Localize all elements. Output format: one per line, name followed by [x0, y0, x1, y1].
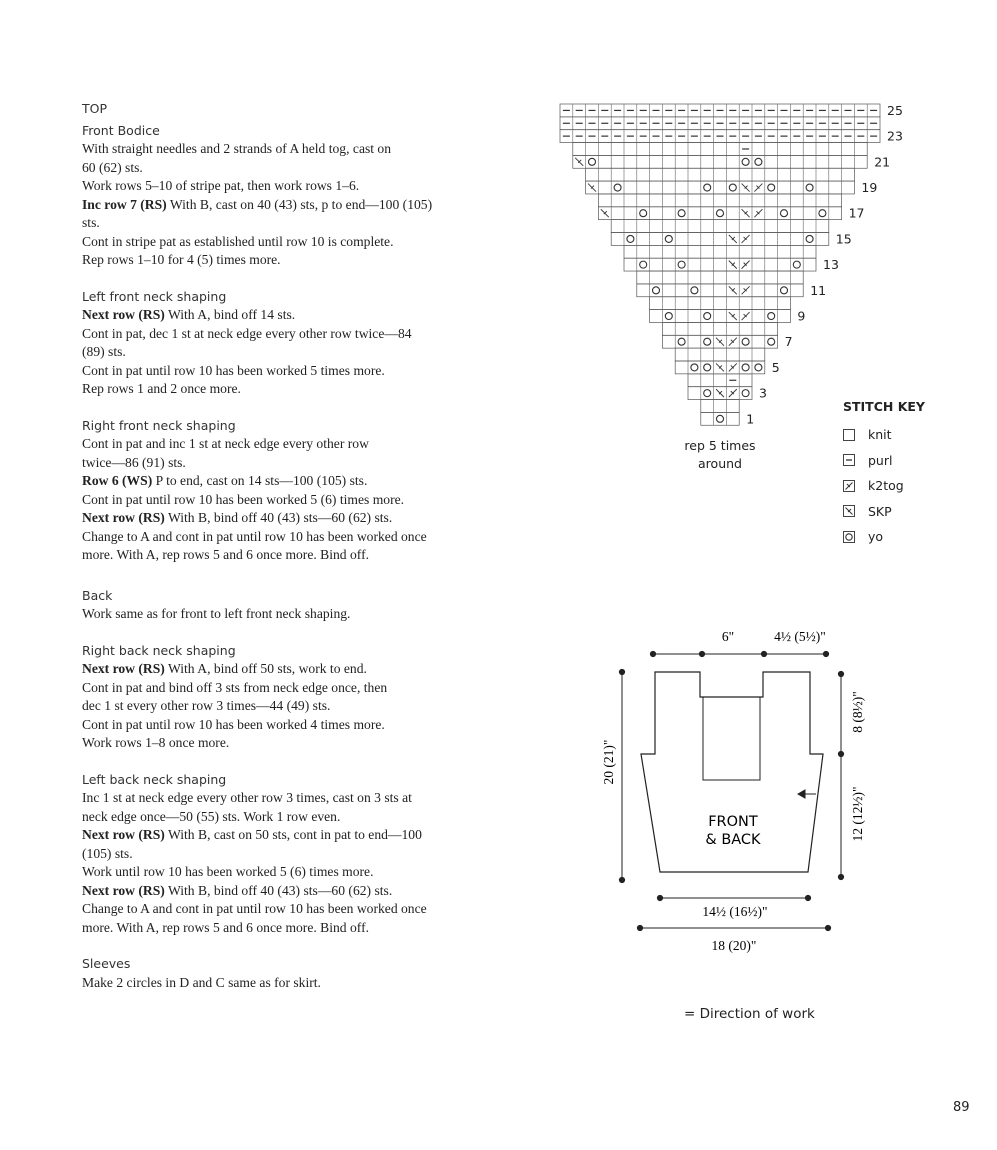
yo-symbol-icon	[793, 261, 800, 268]
section-heading: Left front neck shaping	[82, 288, 227, 304]
chart-row-frame	[573, 155, 867, 168]
instruction-line	[82, 679, 522, 698]
yo-symbol-icon	[665, 235, 672, 242]
stitch-key-row	[843, 448, 925, 474]
chart-row-frame	[637, 284, 803, 297]
dimension-point	[650, 651, 655, 656]
chart-row-number: 19	[861, 180, 878, 196]
instruction-text: 60 (62) sts.	[82, 159, 143, 175]
chart-row-frame	[650, 310, 791, 323]
repeat-note-line: around	[698, 456, 742, 471]
chart-row-frame	[637, 271, 803, 284]
instruction-line	[82, 789, 522, 808]
yo-symbol-icon	[704, 184, 711, 191]
skp-symbol-icon	[716, 363, 724, 371]
chart-row-frame	[650, 297, 791, 310]
yo-symbol-icon	[768, 313, 775, 320]
chart-row-number: 7	[784, 334, 793, 350]
section-heading: Sleeves	[82, 956, 131, 971]
k2tog-symbol-icon	[742, 286, 750, 294]
direction-arrow-icon	[798, 790, 816, 798]
back-section	[82, 587, 522, 624]
stitch-key-row	[843, 524, 925, 550]
chart-row-frame	[624, 258, 816, 271]
yo-symbol-icon	[755, 364, 762, 371]
instruction-text: dec 1 st every other row 3 times—44 (49) sts.	[82, 698, 331, 713]
instruction-line	[82, 826, 522, 845]
yo-symbol-icon	[589, 158, 596, 165]
chart-row-frame	[662, 322, 777, 335]
skp-symbol-icon	[588, 184, 596, 192]
repeat-note	[670, 437, 770, 473]
instruction-text: With B, cast on 50 sts, cont in pat to end—100	[164, 827, 422, 842]
section-heading: Front Bodice	[82, 122, 160, 138]
chart-row-number: 21	[874, 154, 891, 170]
total-length-label: 20 (21)"	[601, 739, 616, 785]
instruction-line	[82, 845, 522, 864]
dimension-point	[699, 651, 704, 656]
yo-symbol-icon	[755, 158, 762, 165]
dimension-point	[838, 751, 843, 756]
instruction-text: Cont in pat and bind off 3 sts from neck edge once, then	[82, 679, 388, 695]
chart-row	[598, 207, 841, 220]
dimension-point	[657, 895, 662, 900]
yo-symbol-icon	[717, 415, 724, 422]
lower-width-label: 14½ (16½)"	[702, 904, 768, 919]
instruction-row-label: Next row (RS)	[82, 827, 165, 842]
instruction-text: With A, bind off 50 sts, work to end.	[164, 661, 367, 676]
instruction-text: Rep rows 1 and 2 once more.	[82, 381, 241, 396]
chart-row-frame	[611, 220, 829, 233]
instruction-text: neck edge once—50 (55) sts. Work 1 row even.	[82, 808, 341, 824]
yo-symbol-icon	[742, 364, 749, 371]
chart-row	[688, 374, 752, 387]
left-back-neck-section	[82, 771, 522, 938]
section-lines	[82, 605, 522, 624]
dimension-point	[805, 895, 810, 900]
instruction-text: With B, bind off 40 (43) sts—60 (62) sts.	[164, 882, 393, 898]
k2tog-symbol-icon	[729, 389, 737, 397]
instruction-row-label: Next row (RS)	[82, 661, 165, 676]
chart-row-frame	[598, 207, 841, 220]
chart-row	[662, 335, 777, 348]
yo-symbol-icon	[627, 235, 634, 242]
section-heading: Right front neck shaping	[82, 417, 236, 433]
instruction-text: (89) sts.	[82, 344, 126, 359]
chart-row-frame	[675, 348, 765, 361]
dimension-point	[619, 669, 624, 674]
chart-row-number: 13	[823, 257, 839, 273]
chart-row-frame	[598, 194, 841, 207]
instruction-text: Cont in pat, dec 1 st at neck edge every other row twice—84	[82, 325, 412, 341]
instruction-text: Cont in pat until row 10 has been worked 5 (6) times more.	[82, 491, 405, 507]
chart-row-frame	[573, 143, 867, 156]
chart-row	[688, 387, 752, 400]
body-length-label: 12 (12½)"	[850, 786, 865, 842]
chart-row	[662, 322, 777, 335]
chart-row-number: 15	[835, 231, 852, 247]
instruction-line	[82, 472, 522, 491]
instruction-text: Cont in stripe pat as established until row 10 is complete.	[82, 233, 394, 249]
yo-symbol-icon	[819, 210, 826, 217]
instruction-text: Inc 1 st at neck edge every other row 3 times, cast on 3 sts at	[82, 790, 412, 805]
instruction-line	[82, 900, 522, 919]
dimension-point	[825, 925, 830, 930]
skp-symbol-icon	[716, 338, 724, 346]
stitch-key	[843, 399, 925, 550]
chart-row	[624, 258, 816, 271]
skp-symbol-icon	[729, 261, 737, 269]
k2tog-symbol-icon	[843, 480, 855, 492]
skp-symbol-icon	[729, 312, 737, 320]
hem-width-label: 18 (20)"	[711, 938, 757, 953]
chart-row	[637, 284, 803, 297]
instruction-text: Work until row 10 has been worked 5 (6) times more.	[82, 864, 374, 879]
instruction-line	[82, 919, 522, 938]
k2tog-symbol-icon	[729, 363, 737, 371]
yo-symbol-icon	[678, 261, 685, 268]
yo-symbol-icon	[806, 235, 813, 242]
instruction-text: twice—86 (91) sts.	[82, 454, 186, 470]
skp-symbol-icon	[729, 286, 737, 294]
chart-row-number: 17	[848, 205, 865, 221]
chart-row	[650, 297, 791, 310]
instruction-text: Change to A and cont in pat until row 10 has been worked once	[82, 528, 427, 544]
stitch-key-label: knit	[868, 427, 892, 443]
yo-symbol-icon	[678, 338, 685, 345]
stitch-key-label: purl	[868, 452, 893, 468]
instruction-text: Cont in pat until row 10 has been worked 4 times more.	[82, 716, 385, 732]
instruction-line	[82, 546, 522, 565]
yo-symbol-icon	[614, 184, 621, 191]
page-number: 89	[953, 1100, 970, 1115]
chart-row-number: 3	[759, 385, 767, 401]
yo-symbol-icon	[768, 338, 775, 345]
skp-symbol-icon	[742, 184, 750, 192]
instruction-text: Make 2 circles in D and C same as for skirt.	[82, 974, 321, 990]
dimension-point	[637, 925, 642, 930]
instruction-text: With B, bind off 40 (43) sts—60 (62) sts.	[164, 510, 393, 525]
yo-symbol-icon	[768, 184, 775, 191]
yo-symbol-icon	[843, 531, 855, 543]
yo-symbol-icon	[678, 210, 685, 217]
instruction-line	[82, 734, 522, 753]
instruction-row-label: Row 6 (WS)	[82, 473, 153, 488]
chart-row-frame	[701, 412, 739, 425]
instruction-text: With A, bind off 14 sts.	[164, 307, 296, 322]
chart-row-number: 11	[810, 282, 827, 298]
knit-symbol-icon	[843, 429, 855, 441]
k2tog-symbol-icon	[754, 209, 762, 217]
yo-symbol-icon	[781, 210, 788, 217]
instruction-text: P to end, cast on 14 sts—100 (105) sts.	[152, 473, 368, 488]
instruction-row-label: Next row (RS)	[82, 882, 165, 898]
instruction-row-label: Next row (RS)	[82, 307, 165, 322]
skp-symbol-icon	[575, 158, 583, 166]
instruction-line	[82, 660, 522, 679]
chart-row-frame	[611, 233, 829, 246]
schematic-label: & BACK	[705, 832, 761, 848]
chart-row-number: 9	[797, 308, 806, 324]
instruction-text: Work rows 5–10 of stripe pat, then work rows 1–6.	[82, 178, 360, 193]
chart-row-frame	[586, 168, 855, 181]
yo-symbol-icon	[665, 313, 672, 320]
stitch-key-label: k2tog	[868, 478, 904, 494]
yo-symbol-icon	[729, 184, 736, 191]
garment-outline	[641, 672, 823, 872]
instruction-line	[82, 605, 522, 624]
yo-symbol-icon	[704, 313, 711, 320]
k2tog-symbol-icon	[754, 184, 762, 192]
top-strap-width-label: 4½ (5½)"	[774, 629, 826, 644]
top-heading: TOP	[82, 101, 108, 116]
chart-row-frame	[688, 374, 752, 387]
chart-row-frame	[624, 245, 816, 258]
chart-row	[560, 117, 880, 130]
instruction-text: Rep rows 1–10 for 4 (5) times more.	[82, 252, 281, 267]
top-neck-width-label: 6"	[721, 629, 735, 644]
chart-row	[624, 245, 816, 258]
dimension-point	[619, 877, 624, 882]
chart-row-number: 23	[887, 128, 903, 144]
yo-symbol-icon	[781, 287, 788, 294]
chart-row-number: 25	[887, 102, 903, 118]
chart-row	[701, 412, 739, 425]
chart-row	[701, 400, 739, 413]
chart-row-frame	[701, 400, 739, 413]
chart-row	[675, 361, 765, 374]
right-back-neck-section	[82, 642, 522, 753]
yo-symbol-icon	[704, 390, 711, 397]
sleeves-section	[82, 955, 522, 992]
skp-symbol-icon	[716, 389, 724, 397]
k2tog-symbol-icon	[729, 338, 737, 346]
k2tog-symbol-icon	[742, 235, 750, 243]
instruction-line	[82, 808, 522, 827]
stitch-key-title: STITCH KEY	[843, 399, 925, 414]
instruction-line	[82, 509, 522, 528]
yo-symbol-icon	[653, 287, 660, 294]
instruction-line	[82, 974, 522, 993]
skp-symbol-icon	[742, 209, 750, 217]
section-lines	[82, 789, 522, 937]
section-heading: Right back neck shaping	[82, 642, 236, 658]
chart-row-frame	[586, 181, 855, 194]
chart-row	[637, 271, 803, 284]
yo-symbol-icon	[640, 210, 647, 217]
instruction-text: (105) sts.	[82, 845, 133, 861]
neck-opening	[703, 697, 760, 780]
yo-symbol-icon	[704, 364, 711, 371]
yo-symbol-icon	[691, 287, 698, 294]
stitch-key-row	[843, 422, 925, 448]
instruction-text: Change to A and cont in pat until row 10 has been worked once	[82, 901, 427, 916]
chart-row	[586, 181, 855, 194]
chart-row	[560, 104, 880, 117]
yo-symbol-icon	[742, 158, 749, 165]
yo-symbol-icon	[640, 261, 647, 268]
chart-row	[598, 194, 841, 207]
chart-row	[611, 233, 829, 246]
instruction-line	[82, 697, 522, 716]
yo-symbol-icon	[704, 338, 711, 345]
yo-symbol-icon	[806, 184, 813, 191]
instruction-text: more. With A, rep rows 5 and 6 once more. Bind off.	[82, 547, 370, 562]
chart-row	[675, 348, 765, 361]
instruction-text: Work rows 1–8 once more.	[82, 735, 230, 750]
instruction-line	[82, 716, 522, 735]
yo-symbol-icon	[717, 210, 724, 217]
purl-symbol-icon	[843, 454, 855, 466]
skp-symbol-icon	[729, 235, 737, 243]
stitch-key-label: yo	[868, 529, 884, 545]
yo-symbol-icon	[742, 390, 749, 397]
skp-symbol-icon	[843, 505, 855, 517]
k2tog-symbol-icon	[742, 312, 750, 320]
chart-row	[586, 168, 855, 181]
instruction-text: Cont in pat and inc 1 st at neck edge every other row	[82, 436, 369, 451]
chart-row	[611, 220, 829, 233]
section-heading: Left back neck shaping	[82, 771, 227, 787]
stitch-key-label: SKP	[868, 503, 892, 519]
instruction-line	[82, 863, 522, 882]
stitch-key-row	[843, 473, 925, 499]
chart-row-number: 5	[771, 359, 780, 375]
instruction-row-label: Inc row 7 (RS)	[82, 196, 167, 212]
section-lines	[82, 660, 522, 753]
repeat-note-line: rep 5 times	[684, 438, 756, 453]
chart-row	[650, 310, 791, 323]
chart-row-number: 1	[746, 411, 755, 427]
instruction-row-label: Next row (RS)	[82, 510, 165, 525]
chart-row	[573, 155, 867, 168]
chart-row	[560, 130, 880, 143]
k2tog-symbol-icon	[742, 261, 750, 269]
schematic-label: FRONT	[708, 814, 758, 830]
dimension-point	[761, 651, 766, 656]
skp-symbol-icon	[601, 209, 609, 217]
yo-symbol-icon	[691, 364, 698, 371]
instruction-text: sts.	[82, 215, 100, 230]
instruction-text: Work same as for front to left front neck shaping.	[82, 606, 351, 621]
instruction-text: With B, cast on 40 (43) sts, p to end—100 (105)	[166, 196, 433, 212]
section-lines	[82, 974, 522, 993]
stitch-key-row	[843, 499, 925, 525]
instruction-line	[82, 882, 522, 901]
direction-legend: = Direction of work	[684, 1006, 815, 1022]
yo-symbol-icon	[742, 338, 749, 345]
dimension-point	[838, 671, 843, 676]
dimension-point	[838, 874, 843, 879]
instruction-line	[82, 528, 522, 547]
instruction-text: Cont in pat until row 10 has been worked 5 times more.	[82, 362, 385, 378]
section-heading: Back	[82, 587, 113, 603]
instruction-text: With straight needles and 2 strands of A held tog, cast on	[82, 141, 392, 156]
chart-row	[573, 143, 867, 156]
armhole-depth-label: 8 (8½)"	[850, 691, 865, 733]
instruction-text: more. With A, rep rows 5 and 6 once more. Bind off.	[82, 919, 370, 935]
dimension-point	[823, 651, 828, 656]
instruction-line	[82, 491, 522, 510]
